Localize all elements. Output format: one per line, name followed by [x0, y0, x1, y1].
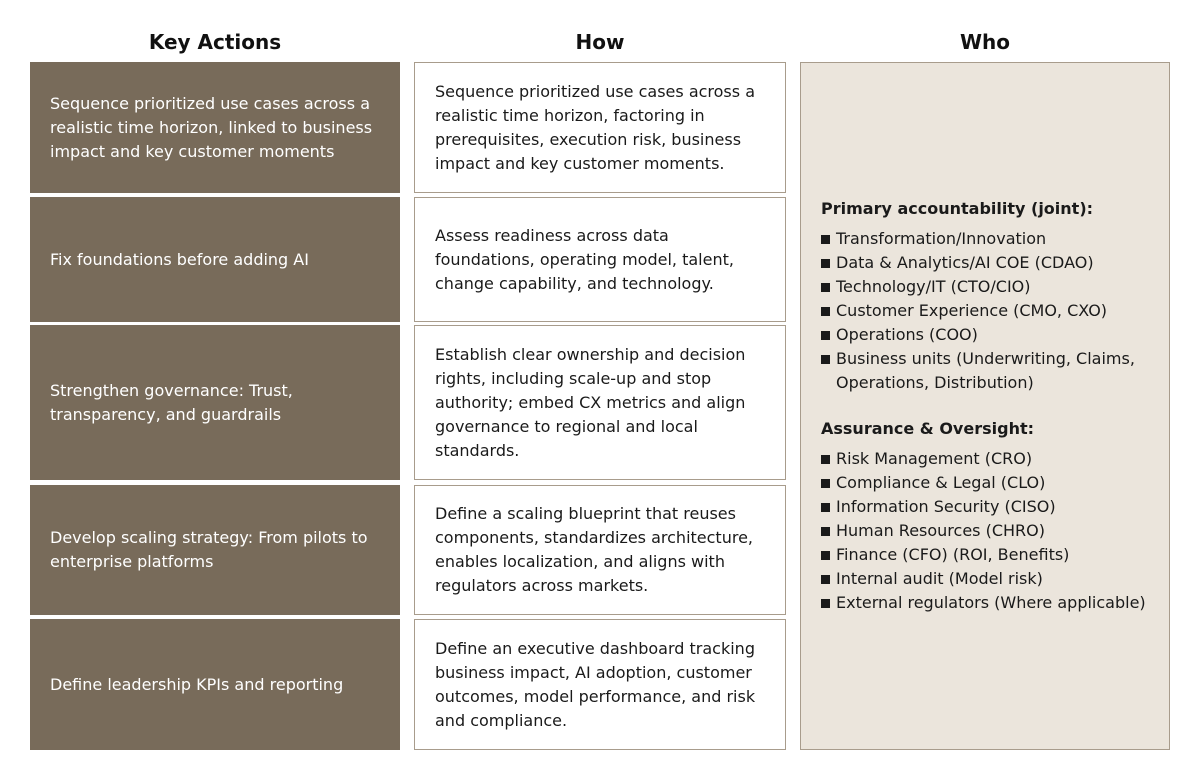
list-item: [821, 519, 1153, 543]
list-item: [821, 347, 1153, 395]
list-item-text: Operations (COO): [836, 325, 978, 344]
list-item-text: Internal audit (Model risk): [836, 569, 1043, 588]
action-text: Sequence prioritized use cases across a realistic time horizon, linked to business impact and key customer moments: [50, 93, 373, 161]
list-item: [821, 227, 1153, 251]
list-item-text: Business units (Underwriting, Claims, Operations, Distribution): [836, 349, 1135, 392]
list-item-text: External regulators (Where applicable): [836, 593, 1146, 612]
action-cell-foundations: [30, 197, 400, 322]
how-text: Define an executive dashboard tracking business impact, AI adoption, customer outcomes, model performance, and risk and compliance.: [435, 638, 756, 730]
list-item: [821, 591, 1153, 615]
list-item-text: Compliance & Legal (CLO): [836, 473, 1046, 492]
list-item: [821, 543, 1153, 567]
square-bullet-icon: [821, 455, 830, 464]
action-cell-governance: [30, 325, 400, 480]
list-item: [821, 495, 1153, 519]
square-bullet-icon: [821, 551, 830, 560]
action-text: Define leadership KPIs and reporting: [50, 674, 344, 694]
list-item: [821, 323, 1153, 347]
square-bullet-icon: [821, 479, 830, 488]
how-cell-scaling: [414, 485, 786, 615]
primary-accountability-heading: Primary accountability (joint):: [821, 199, 1094, 218]
list-item-text: Transformation/Innovation: [836, 229, 1047, 248]
how-text: Sequence prioritized use cases across a realistic time horizon, factoring in prerequisites, execution risk, business impact and key customer moments.: [435, 81, 755, 173]
how-cell-governance: [414, 325, 786, 480]
action-text: Fix foundations before adding AI: [50, 249, 309, 269]
action-text: Strengthen governance: Trust, transparency, and guardrails: [50, 380, 293, 424]
list-item: [821, 471, 1153, 495]
action-cell-sequence: [30, 62, 400, 193]
list-item: [821, 275, 1153, 299]
who-header: Who: [959, 30, 1011, 54]
list-item: [821, 567, 1153, 591]
list-item: [821, 251, 1153, 275]
square-bullet-icon: [821, 355, 830, 364]
how-cell-kpis: [414, 619, 786, 750]
square-bullet-icon: [821, 283, 830, 292]
square-bullet-icon: [821, 235, 830, 244]
how-text: Define a scaling blueprint that reuses components, standardizes architecture, enables localization, and aligns with regulators across markets.: [435, 504, 753, 595]
action-cell-scaling: [30, 485, 400, 615]
square-bullet-icon: [821, 307, 830, 316]
group-spacer: [821, 395, 1153, 417]
assurance-oversight-list: [821, 447, 1153, 615]
key-actions-header: Key Actions: [148, 30, 282, 54]
how-cell-foundations: [414, 197, 786, 322]
square-bullet-icon: [821, 575, 830, 584]
square-bullet-icon: [821, 599, 830, 608]
list-item: [821, 299, 1153, 323]
list-item-text: Technology/IT (CTO/CIO): [836, 277, 1031, 296]
list-item: [821, 447, 1153, 471]
primary-accountability-list: [821, 227, 1153, 395]
list-item-text: Human Resources (CHRO): [836, 521, 1045, 540]
list-item-text: Risk Management (CRO): [836, 449, 1033, 468]
list-item-text: Customer Experience (CMO, CXO): [836, 301, 1108, 320]
square-bullet-icon: [821, 503, 830, 512]
how-header: How: [575, 30, 625, 54]
list-item-text: Data & Analytics/AI COE (CDAO): [836, 253, 1094, 272]
action-cell-kpis: [30, 619, 400, 750]
how-text: Establish clear ownership and decision rights, including scale-up and stop authority; embed CX metrics and align governance to regional and local standards.: [435, 344, 746, 460]
square-bullet-icon: [821, 331, 830, 340]
how-text: Assess readiness across data foundations, operating model, talent, change capability, and technology.: [435, 225, 734, 293]
square-bullet-icon: [821, 527, 830, 536]
square-bullet-icon: [821, 259, 830, 268]
list-item-text: Information Security (CISO): [836, 497, 1056, 516]
action-text: Develop scaling strategy: From pilots to enterprise platforms: [50, 528, 368, 571]
assurance-oversight-heading: Assurance & Oversight:: [821, 419, 1034, 438]
who-panel: [800, 62, 1170, 750]
list-item-text: Finance (CFO) (ROI, Benefits): [836, 545, 1070, 564]
how-cell-sequence: [414, 62, 786, 193]
